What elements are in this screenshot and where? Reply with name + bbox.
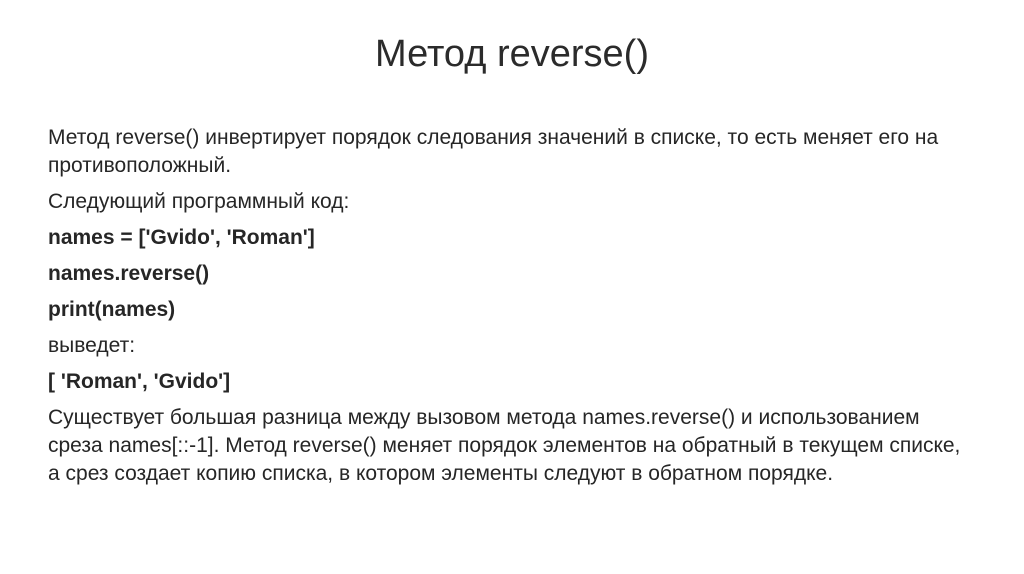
explanation-paragraph: Существует большая разница между вызовом метода names.reverse() и использованием среза names[::-1]. Метод reverse() меняет порядок элементов на обратный в текущем списке, а срез создает копию списка, в котором элементы следуют в обратном порядке. (48, 406, 961, 485)
intro-paragraph: Метод reverse() инвертирует порядок следования значений в списке, то есть меняет его на противоположный. (48, 126, 939, 177)
output-line: [ 'Roman', 'Gvido'] (48, 370, 231, 393)
slide-title: Метод reverse() (375, 33, 649, 75)
code-line-3: print(names) (48, 298, 176, 321)
output-intro-paragraph: выведет: (48, 334, 136, 357)
code-line-1: names = ['Gvido', 'Roman'] (48, 226, 315, 249)
slide-body (48, 124, 976, 488)
code-line-2: names.reverse() (48, 262, 210, 285)
code-intro-paragraph: Следующий программный код: (48, 190, 350, 213)
